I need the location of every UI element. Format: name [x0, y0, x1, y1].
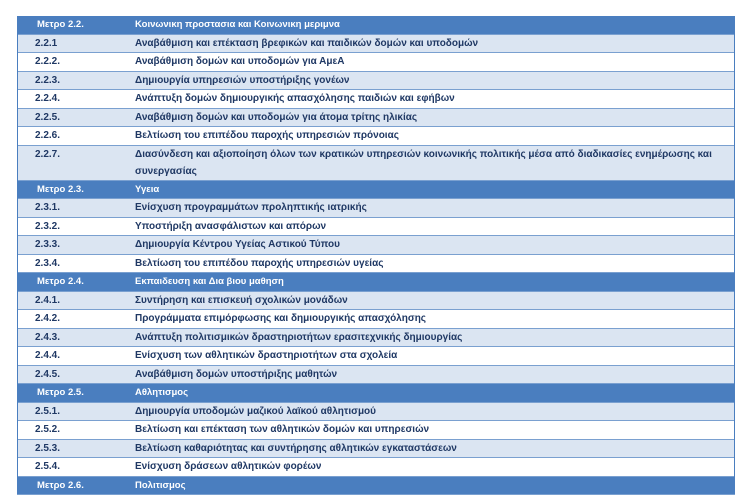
action-code: 2.4.5. — [17, 365, 135, 384]
measure-header-row — [17, 16, 735, 34]
action-text: Βελτίωση καθαριότητας και συντήρησης αθλητικών εγκαταστάσεων — [135, 439, 735, 458]
measure-code: Μετρο 2.4. — [17, 273, 135, 292]
table-row — [17, 34, 735, 53]
measure-header-row — [17, 273, 735, 292]
table-row — [17, 402, 735, 421]
table-row — [17, 108, 735, 127]
action-text: Ανάπτυξη πολιτισμικών δραστηριοτήτων ερασιτεχνικής δημιουργίας — [135, 328, 735, 347]
action-code: 2.4.1. — [17, 291, 135, 310]
measure-code: Μετρο 2.2. — [17, 16, 135, 34]
action-code: 2.5.1. — [17, 402, 135, 421]
action-text: Αναβάθμιση δομών υποστήριξης μαθητών — [135, 365, 735, 384]
action-text: Ανάπτυξη δομών δημιουργικής απασχόλησης παιδιών και εφήβων — [135, 90, 735, 109]
action-code: 2.2.1 — [17, 34, 135, 53]
action-code: 2.5.3. — [17, 439, 135, 458]
action-text: Βελτίωση του επιπέδου παροχής υπηρεσιών πρόνοιας — [135, 127, 735, 146]
action-code: 2.3.2. — [17, 217, 135, 236]
table-row — [17, 458, 735, 477]
table-row — [17, 254, 735, 273]
measure-title: Υγεια — [135, 180, 735, 199]
action-code: 2.3.1. — [17, 199, 135, 218]
action-text: Προγράμματα επιμόρφωσης και δημιουργικής απασχόλησης — [135, 310, 735, 329]
action-text: Βελτίωση του επιπέδου παροχής υπηρεσιών υγείας — [135, 254, 735, 273]
table-row — [17, 328, 735, 347]
table-row — [17, 127, 735, 146]
measure-code: Μετρο 2.6. — [17, 476, 135, 495]
action-code: 2.2.7. — [17, 145, 135, 180]
measure-header-row — [17, 384, 735, 403]
table-row — [17, 236, 735, 255]
action-text: Αναβάθμιση και επέκταση βρεφικών και παιδικών δομών και υποδομών — [135, 34, 735, 53]
action-code: 2.3.4. — [17, 254, 135, 273]
measure-code: Μετρο 2.5. — [17, 384, 135, 403]
measures-table — [17, 16, 735, 495]
action-text: Δημιουργία υποδομών μαζικού λαϊκού αθλητισμού — [135, 402, 735, 421]
action-text: Συντήρηση και επισκευή σχολικών μονάδων — [135, 291, 735, 310]
table-row — [17, 365, 735, 384]
action-code: 2.4.2. — [17, 310, 135, 329]
table-row — [17, 90, 735, 109]
action-text: Αναβάθμιση δομών και υποδομών για άτομα τρίτης ηλικίας — [135, 108, 735, 127]
action-text: Υποστήριξη ανασφάλιστων και απόρων — [135, 217, 735, 236]
measure-title: Κοινωνικη προστασια και Κοινωνικη μεριμνα — [135, 16, 735, 34]
measure-code: Μετρο 2.3. — [17, 180, 135, 199]
table-row — [17, 347, 735, 366]
table-row — [17, 439, 735, 458]
action-text: Δημιουργία υπηρεσιών υποστήριξης γονέων — [135, 71, 735, 90]
action-code: 2.2.2. — [17, 53, 135, 72]
action-code: 2.2.3. — [17, 71, 135, 90]
table-row — [17, 53, 735, 72]
table-row — [17, 217, 735, 236]
table-row — [17, 199, 735, 218]
action-code: 2.5.2. — [17, 421, 135, 440]
table-row — [17, 71, 735, 90]
action-text: Αναβάθμιση δομών και υποδομών για ΑμεΑ — [135, 53, 735, 72]
action-text: Δημιουργία Κέντρου Υγείας Αστικού Τύπου — [135, 236, 735, 255]
measure-header-row — [17, 180, 735, 199]
action-code: 2.2.6. — [17, 127, 135, 146]
action-code: 2.3.3. — [17, 236, 135, 255]
action-text: Διασύνδεση και αξιοποίηση όλων των κρατικών υπηρεσιών κοινωνικής πολιτικής μέσα από διαδικασίες ενημέρωσης και συνεργασίας — [135, 145, 735, 180]
action-code: 2.2.5. — [17, 108, 135, 127]
action-code: 2.4.3. — [17, 328, 135, 347]
action-code: 2.4.4. — [17, 347, 135, 366]
action-text: Ενίσχυση προγραμμάτων προληπτικής ιατρικής — [135, 199, 735, 218]
action-code: 2.2.4. — [17, 90, 135, 109]
table-row — [17, 421, 735, 440]
table-row — [17, 291, 735, 310]
table-row — [17, 310, 735, 329]
action-text: Ενίσχυση των αθλητικών δραστηριοτήτων στα σχολεία — [135, 347, 735, 366]
measure-header-row — [17, 476, 735, 495]
action-code: 2.5.4. — [17, 458, 135, 477]
table-row — [17, 145, 735, 180]
action-text: Βελτίωση και επέκταση των αθλητικών δομών και υπηρεσιών — [135, 421, 735, 440]
action-text: Ενίσχυση δράσεων αθλητικών φορέων — [135, 458, 735, 477]
measure-title: Εκπαιδευση και Δια βιου μαθηση — [135, 273, 735, 292]
measure-title: Αθλητισμος — [135, 384, 735, 403]
measure-title: Πολιτισμος — [135, 476, 735, 495]
